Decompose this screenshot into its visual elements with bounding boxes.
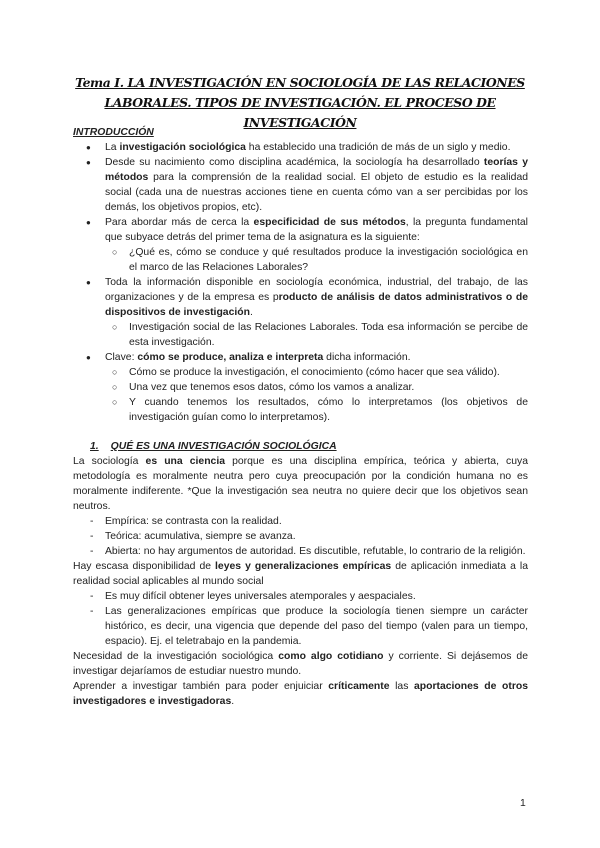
sub-list-item: ○ Y cuando tenemos los resultados, cómo lo interpretamos (los objetivos de investigación guían como lo interpretamos). — [105, 395, 528, 425]
paragraph: Aprender a investigar también para poder enjuiciar críticamente las aportaciones de otros investigadores e investigadoras. — [73, 681, 528, 707]
paragraph: Necesidad de la investigación sociológica como algo cotidiano y corriente. Si dejásemos de investigar dejaríamos de estudiar nuestro mundo. — [73, 651, 528, 677]
sub-list — [105, 245, 528, 275]
list-item: - Empírica: se contrasta con la realidad. — [73, 514, 528, 529]
list-item: - Las generalizaciones empíricas que produce la sociología tienen siempre un carácter histórico, es decir, una vigencia que depende del paso del tiempo (valen para un tiempo, espacio). Ej. el teletrabajo en la pandemia. — [73, 604, 528, 649]
sub-list — [105, 320, 528, 350]
paragraph: La sociología es una ciencia porque es una disciplina empírica, teórica y abierta, cuya metodología es moralmente neutra pero cuya preocupación por la condición humana no es moralmente indiferente. *Que la investigación sea neutra no quiere decir que los objetivos sean neutros. — [73, 456, 529, 512]
sub-list — [105, 365, 528, 425]
list-item: ● Toda la información disponible en sociología económica, industrial, del trabajo, de las organizaciones y de la empresa es producto de análisis de datos administrativos o de dispositivos de investigación. ○ Investigación social de las Relaciones Laborales. Toda esa información se percibe de esta investigación. — [73, 275, 528, 350]
list-item: ● Clave: cómo se produce, analiza e interpreta dicha información. ○ Cómo se produce la investigación, el conocimiento (cómo hacer que sea válido). ○ Una vez que tenemos esos datos, cómo los vamos a analizar. ○ Y cuando tenemos los resultados, cómo lo interpretamos (los objetivos de investigación guían como lo interpretamos). — [73, 350, 528, 425]
list-item: ● Para abordar más de cerca la especificidad de sus métodos, la pregunta fundamental que subyace detrás del primer tema de la asignatura es la siguiente: ○ ¿Qué es, cómo se conduce y qué resultados produce la investigación sociológica en el marco de las Relaciones Laborales? — [73, 215, 528, 275]
list-item: - Es muy difícil obtener leyes universales atemporales y aespaciales. — [73, 589, 528, 604]
section-1-heading: 1. QUÉ ES UNA INVESTIGACIÓN SOCIOLÓGICA — [90, 441, 337, 452]
list-item: ● Desde su nacimiento como disciplina académica, la sociología ha desarrollado teorías y métodos para la comprensión de la realidad social. El objeto de estudio es la realidad social (cada una de nuestras acciones tiene en cuenta cómo van a ser percibidas por los demás, los objetivos propios, etc). — [73, 155, 528, 215]
list-item: - Abierta: no hay argumentos de autoridad. Es discutible, refutable, lo contrario de la religión. — [73, 544, 528, 559]
list-item: ● La investigación sociológica ha establecido una tradición de más de un siglo y medio. — [73, 140, 528, 155]
sub-list-item: ○ Cómo se produce la investigación, el conocimiento (cómo hacer que sea válido). — [105, 365, 528, 380]
sub-list-item: ○ Investigación social de las Relaciones Laborales. Toda esa información se percibe de esta investigación. — [105, 320, 528, 350]
page-number: 1 — [520, 798, 526, 809]
document-body — [73, 125, 528, 709]
dash-list — [73, 589, 528, 649]
list-item: - Teórica: acumulativa, siempre se avanza. — [73, 529, 528, 544]
document-title: Tema I. LA INVESTIGACIÓN EN SOCIOLOGÍA DE LAS RELACIONES LABORALES. TIPOS DE INVESTIGACIÓN. EL PROCESO DE INVESTIGACIÓN — [75, 75, 525, 130]
paragraph: Hay escasa disponibilidad de leyes y generalizaciones empíricas de aplicación inmediata a la realidad social aplicables al mundo social — [73, 561, 528, 587]
sub-list-item: ○ Una vez que tenemos esos datos, cómo los vamos a analizar. — [105, 380, 528, 395]
dash-list — [73, 514, 528, 559]
sub-list-item: ○ ¿Qué es, cómo se conduce y qué resultados produce la investigación sociológica en el marco de las Relaciones Laborales? — [105, 245, 528, 275]
intro-heading: INTRODUCCIÓN — [73, 127, 154, 138]
intro-bullet-list — [73, 140, 528, 425]
